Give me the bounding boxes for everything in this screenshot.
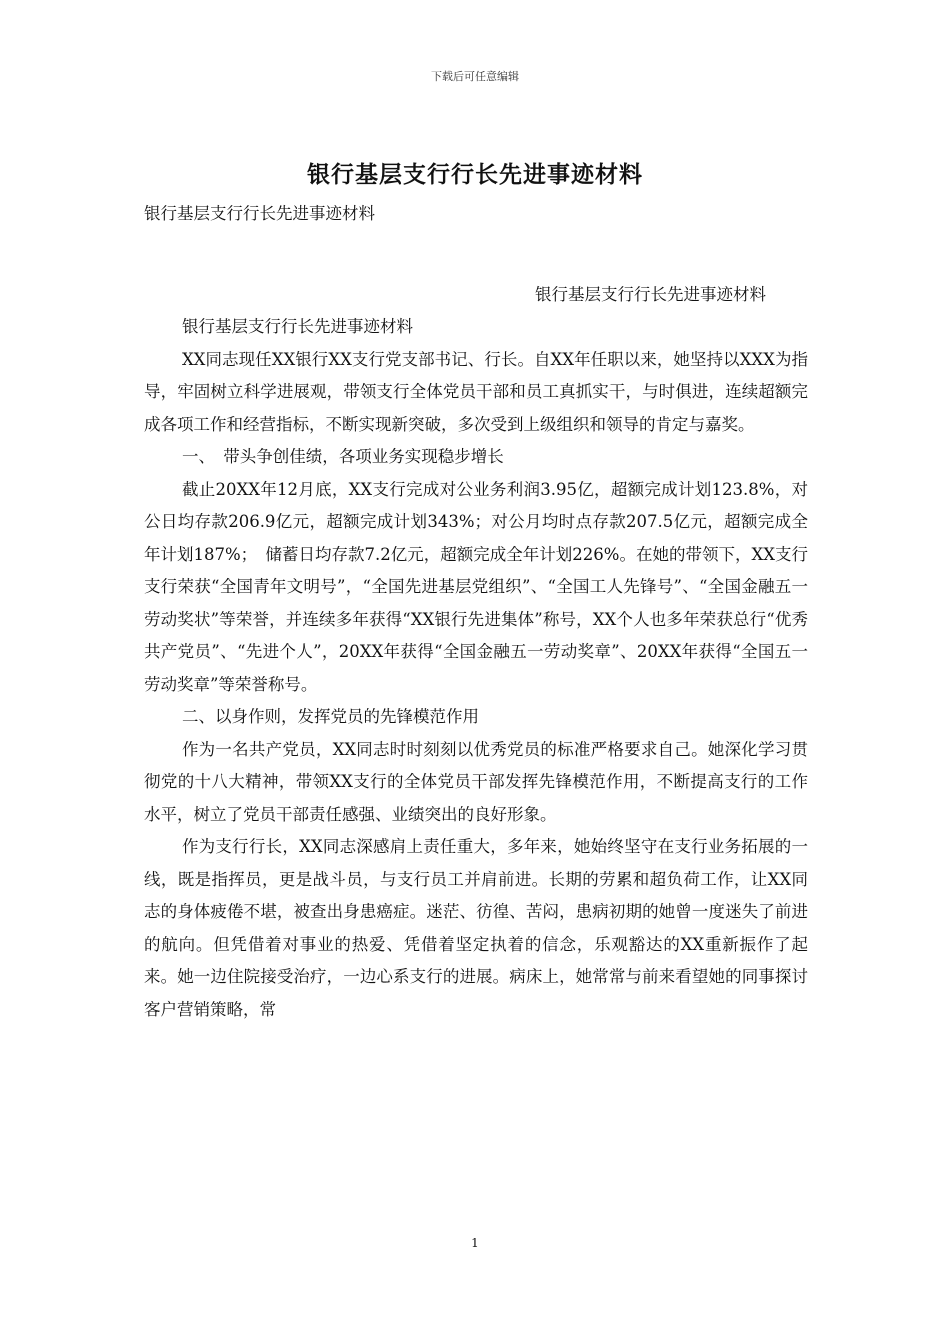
right-aligned-title: 银行基层支行行长先进事迹材料 (535, 284, 766, 304)
page-header-note: 下载后可任意编辑 (431, 70, 519, 83)
page-number: 1 (471, 1236, 479, 1250)
document-subtitle: 银行基层支行行长先进事迹材料 (144, 204, 375, 223)
paragraph-heading: 银行基层支行行长先进事迹材料 (181, 317, 413, 336)
spacer (144, 231, 808, 279)
section-heading-2: 二、以身作则，发挥党员的先锋模范作用 (181, 707, 479, 726)
paragraph-intro: XX同志现任XX银行XX支行党支部书记、行长。自XX年任职以来，她坚持以XXX为指导，牢固树立科学进展观，带领支行全体党员干部和员工真抓实干，与时俱进，连续超额完成各项工作和经营指标，不断实现新突破，多次受到上级组织和领导的肯定与嘉奖。 (144, 349, 808, 434)
paragraph-party-member: 作为一名共产党员，XX同志时时刻刻以优秀党员的标准严格要求自己。她深化学习贯彻党的十八大精神，带领XX支行的全体党员干部发挥先锋模范作用，不断提高支行的工作水平，树立了党员干部责任感强、业绩突出的良好形象。 (144, 739, 808, 824)
paragraph-achievements: 截止20XX年12月底，XX支行完成对公业务利润3.95亿，超额完成计划123.8%，对公日均存款206.9亿元，超额完成计划343%；对公月均时点存款207.5亿元，超额完成全年计划187%； 储蓄日均存款7.2亿元，超额完成全年计划226%。在她的带领下，XX支行支行荣获“全国青年文明号”，“全国先进基层党组织”、“全国工人先锋号”、“全国金融五一劳动奖状”等荣誉，并连续多年获得“XX银行先进集体”称号，XX个人也多年荣获总行“优秀共产党员”、“先进个人”，20XX年获得“全国金融五一劳动奖章”、20XX年获得“全国五一劳动奖章”等荣誉称号。 (144, 479, 808, 694)
paragraph-branch-leader: 作为支行行长，XX同志深感肩上责任重大，多年来，她始终坚守在支行业务拓展的一线，既是指挥员，更是战斗员，与支行员工并肩前进。长期的劳累和超负荷工作，让XX同志的身体疲倦不堪，被查出身患癌症。迷茫、彷徨、苦闷，患病初期的她曾一度迷失了前进的航向。但凭借着对事业的热爱、凭借着坚定执着的信念，乐观豁达的XX重新振作了起来。她一边住院接受治疗，一边心系支行的进展。病床上，她常常与前来看望她的同事探讨客户营销策略，常 (144, 837, 808, 1019)
section-heading-1: 一、 带头争创佳绩，各项业务实现稳步增长 (181, 447, 504, 466)
document-title: 银行基层支行行长先进事迹材料 (307, 161, 643, 188)
document-body (144, 198, 808, 1026)
